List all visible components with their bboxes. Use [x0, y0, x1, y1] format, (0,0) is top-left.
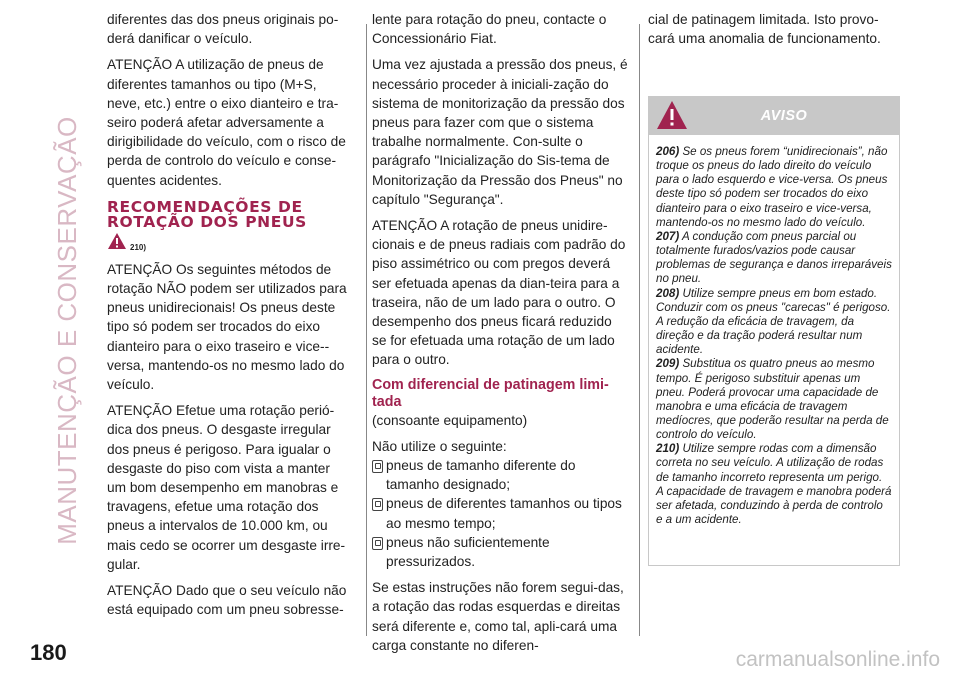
warning-item-number: 209) [656, 357, 680, 371]
warning-box-title: AVISO [760, 108, 808, 124]
section-sidebar-title [44, 20, 90, 640]
warning-item-text: Se os pneus forem “unidirecionais”, não troque os pneus do lado direito do veículo para o lado esquerdo e vice-versa. Os pneus deste tipo só podem ser trocados do eixo dianteiro para o eixo traseiro e vice-versa, mantendo-os no mesmo lado do veículo. [656, 145, 888, 229]
column-divider [639, 24, 640, 636]
paragraph: diferentes das dos pneus originais po-derá danificar o veículo. [107, 12, 339, 47]
checkbox-bullet-icon [372, 537, 383, 550]
paragraph: ATENÇÃO Os seguintes métodos de rotação NÃO podem ser utilizados para pneus unidirecionais! Os pneus deste tipo só podem ser trocados do eixo dianteiro para o eixo traseiro e vice--versa, mantendo-os no mesmo lado do veículo. [107, 261, 347, 393]
warning-item [656, 442, 892, 527]
warning-item-text: Utilize sempre pneus em bom estado. Conduzir com os pneus "carecas" é perigoso. A redução da eficácia de travagem, da direção e da tração poderá resultar num acidente. [656, 286, 891, 357]
warning-item [656, 287, 892, 358]
warning-triangle-icon [655, 99, 689, 131]
paragraph: Se estas instruções não forem segui-das, a rotação das rodas esquerdas e direitas será diferente e, como tal, apli-cará uma carga constante no diferen- [372, 580, 624, 653]
list-item [372, 533, 629, 571]
warning-triangle-icon [107, 232, 127, 250]
list-item-text: pneus não suficientemente pressurizados. [386, 534, 550, 570]
warning-box-header [649, 97, 899, 135]
page-number: 180 [30, 640, 67, 665]
subsection-heading: Com diferencial de patinagem limi-tada [372, 376, 609, 410]
paragraph: ATENÇÃO A rotação de pneus unidire-cionais e de pneus radiais com padrão do piso assimétrico ou com pregos deverá ser efetuada apenas da dian-teira para a traseira, não de um lado para o outro. O desempenho dos pneus ficará reduzido se for efetuada uma rotação de um lado para o outro. [372, 218, 626, 368]
paragraph: ATENÇÃO A utilização de pneus de diferentes tamanhos ou tipo (M+S, neve, etc.) entre o eixo dianteiro e tra-seiro poderá afetar adversamente a dirigibilidade do veículo, com o risco de perda de controlo do veículo e conse-quentes acidentes. [107, 57, 346, 188]
warning-item-number: 207) [656, 229, 680, 243]
warning-ref-number: 210) [130, 242, 147, 252]
list-item-text: pneus de diferentes tamanhos ou tipos ao mesmo tempo; [386, 496, 622, 531]
paragraph: ATENÇÃO Efetue uma rotação perió-dica dos pneus. O desgaste irregular dos pneus é perigoso. Para igualar o desgaste do piso com vista a manter um bom desempenho em manobras e travagens, efetue uma rotação dos pneus a intervalos de 10.000 km, ou mais cedo se ocorrer um desgaste irre-gular. [107, 403, 346, 572]
column-divider [366, 24, 367, 636]
paragraph: Uma vez ajustada a pressão dos pneus, é necessário proceder à iniciali-zação do sistema de monitorização da pressão dos pneus para fazer com que o sistema trabalhe normalmente. Con-sulte o parágrafo "Inicialização do Sis-tema de Monitorização da Pressão dos Pneus" no capítulo "Segurança". [372, 57, 628, 207]
warning-item-text: A condução com pneus parcial ou totalmente furados/vazios pode causar problemas de segurança e danos irreparáveis no pneu. [656, 229, 892, 286]
text-column-1 [107, 10, 352, 626]
text-column-2 [372, 10, 629, 662]
text-column-3 [648, 10, 898, 55]
watermark: carmanualsonline.info [735, 648, 940, 671]
warning-item-text: Substitua os quatro pneus ao mesmo tempo. É perigoso substituir apenas um pneu. Poderá provocar uma capacidade de manobra e uma eficácia de travagem medíocres, que poderão resultar na perda de controlo do veículo. [656, 357, 889, 442]
list-item-text: pneus de tamanho diferente do tamanho designado; [386, 458, 576, 493]
warning-item [656, 230, 892, 287]
checkbox-bullet-icon [372, 460, 383, 473]
warning-item-number: 208) [656, 286, 680, 300]
section-heading: RECOMENDAÇÕES DE ROTAÇÃO DOS PNEUS [107, 197, 307, 231]
checkbox-bullet-icon [372, 498, 383, 511]
warning-item-number: 210) [656, 442, 680, 456]
paragraph: lente para rotação do pneu, contacte o Concessionário Fiat. [372, 12, 607, 47]
warning-item [656, 357, 892, 442]
warning-box-body [649, 135, 899, 533]
warning-reference [107, 232, 352, 254]
warning-box [648, 96, 900, 566]
warning-item-text: Utilize sempre rodas com a dimensão correta no seu veículo. A utilização de rodas de tamanho incorreto representa um perigo. A capacidade de travagem e manobra poderá ser afetada, conduzindo à perda de controlo e a um acidente. [656, 442, 892, 527]
warning-item [656, 145, 892, 230]
subsection-note: (consoante equipamento) [372, 412, 528, 428]
list-item [372, 494, 629, 532]
paragraph: Não utilize o seguinte: [372, 438, 507, 454]
list-item [372, 456, 629, 494]
paragraph: cial de patinagem limitada. Isto provo-cará uma anomalia de funcionamento. [648, 12, 881, 47]
section-title-text: MANUTENÇÃO E CONSERVAÇÃO [51, 115, 82, 545]
paragraph: ATENÇÃO Dado que o seu veículo não está equipado com um pneu sobresse- [107, 583, 347, 618]
warning-item-number: 206) [656, 145, 680, 158]
